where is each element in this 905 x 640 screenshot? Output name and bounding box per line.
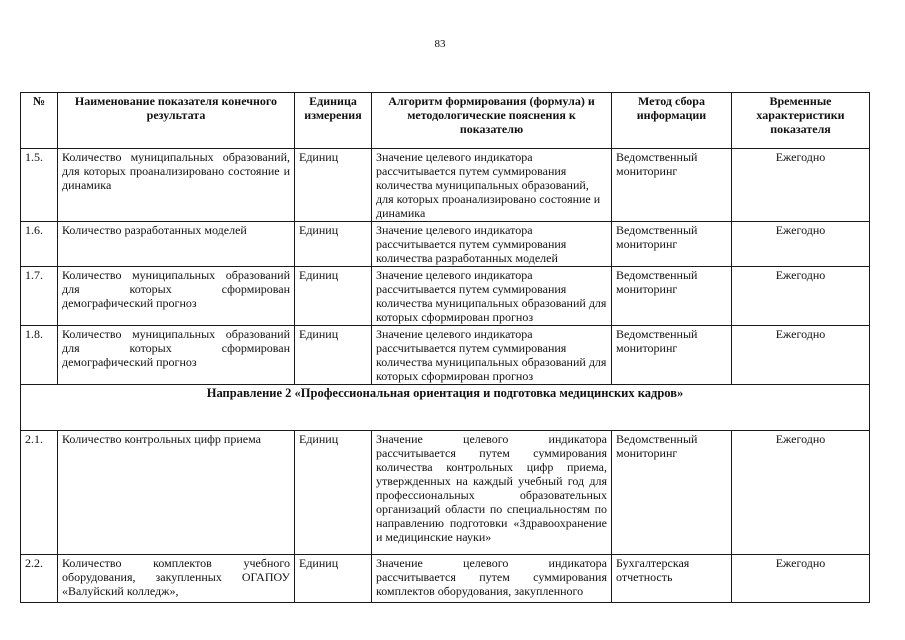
row-number: 1.6. [21,222,58,267]
indicator-unit: Единиц [295,222,372,267]
section-heading: Направление 2 «Профессиональная ориентация и подготовка медицинских кадров» [21,385,870,431]
indicator-time: Ежегодно [732,267,870,326]
header-method: Метод сбора информации [612,93,732,149]
section-row [21,385,870,431]
indicator-method: Ведомственный мониторинг [612,431,732,555]
indicator-method: Бухгалтерская отчетность [612,555,732,603]
page-number: 83 [434,38,446,50]
indicator-name: Количество муниципальных образований для которых сформирован демографический прогноз [58,326,295,385]
indicator-method: Ведомственный мониторинг [612,222,732,267]
header-unit: Единица измерения [295,93,372,149]
table-row [21,267,870,326]
indicator-algorithm: Значение целевого индикатора рассчитывается путем суммирования количества муниципальных образований для которых сформирован прогноз [372,267,612,326]
indicator-time: Ежегодно [732,326,870,385]
indicator-method: Ведомственный мониторинг [612,267,732,326]
indicator-time: Ежегодно [732,149,870,222]
row-number: 1.8. [21,326,58,385]
header-name: Наименование показателя конечного результата [58,93,295,149]
indicator-name: Количество разработанных моделей [58,222,295,267]
indicator-algorithm: Значение целевого индикатора рассчитывается путем суммирования количества разработанных моделей [372,222,612,267]
indicator-algorithm: Значение целевого индикатора рассчитывается путем суммирования количества контрольных цифр приема, утвержденных на каждый учебный год для профессиональных образовательных организаций области по специальностям по направлению подготовки «Здравоохранение и медицинские науки» [372,431,612,555]
indicator-time: Ежегодно [732,431,870,555]
indicator-name: Количество комплектов учебного оборудования, закупленных ОГАПОУ «Валуйский колледж», [58,555,295,603]
indicator-unit: Единиц [295,326,372,385]
table-header-row [21,93,870,149]
table-row [21,149,870,222]
row-number: 2.1. [21,431,58,555]
indicator-algorithm: Значение целевого индикатора рассчитывается путем суммирования количества муниципальных образований для которых сформирован прогноз [372,326,612,385]
table-row [21,555,870,603]
indicator-algorithm: Значение целевого индикатора рассчитывается путем суммирования количества муниципальных образований, для которых проанализировано состояние и динамика [372,149,612,222]
indicators-table [20,92,870,603]
table-row [21,326,870,385]
row-number: 2.2. [21,555,58,603]
table-row [21,431,870,555]
indicator-unit: Единиц [295,267,372,326]
indicator-method: Ведомственный мониторинг [612,326,732,385]
indicator-unit: Единиц [295,555,372,603]
row-number: 1.5. [21,149,58,222]
indicator-name: Количество муниципальных образований, для которых проанализировано состояние и динамика [58,149,295,222]
indicator-method: Ведомственный мониторинг [612,149,732,222]
indicator-time: Ежегодно [732,555,870,603]
indicator-algorithm: Значение целевого индикатора рассчитывается путем суммирования комплектов оборудования, закупленного [372,555,612,603]
header-time: Временные характеристики показателя [732,93,870,149]
indicator-name: Количество муниципальных образований для которых сформирован демографический прогноз [58,267,295,326]
row-number: 1.7. [21,267,58,326]
indicator-name: Количество контрольных цифр приема [58,431,295,555]
indicator-time: Ежегодно [732,222,870,267]
header-algorithm: Алгоритм формирования (формула) и методологические пояснения к показателю [372,93,612,149]
header-no: № [21,93,58,149]
indicator-unit: Единиц [295,149,372,222]
indicator-unit: Единиц [295,431,372,555]
table-row [21,222,870,267]
